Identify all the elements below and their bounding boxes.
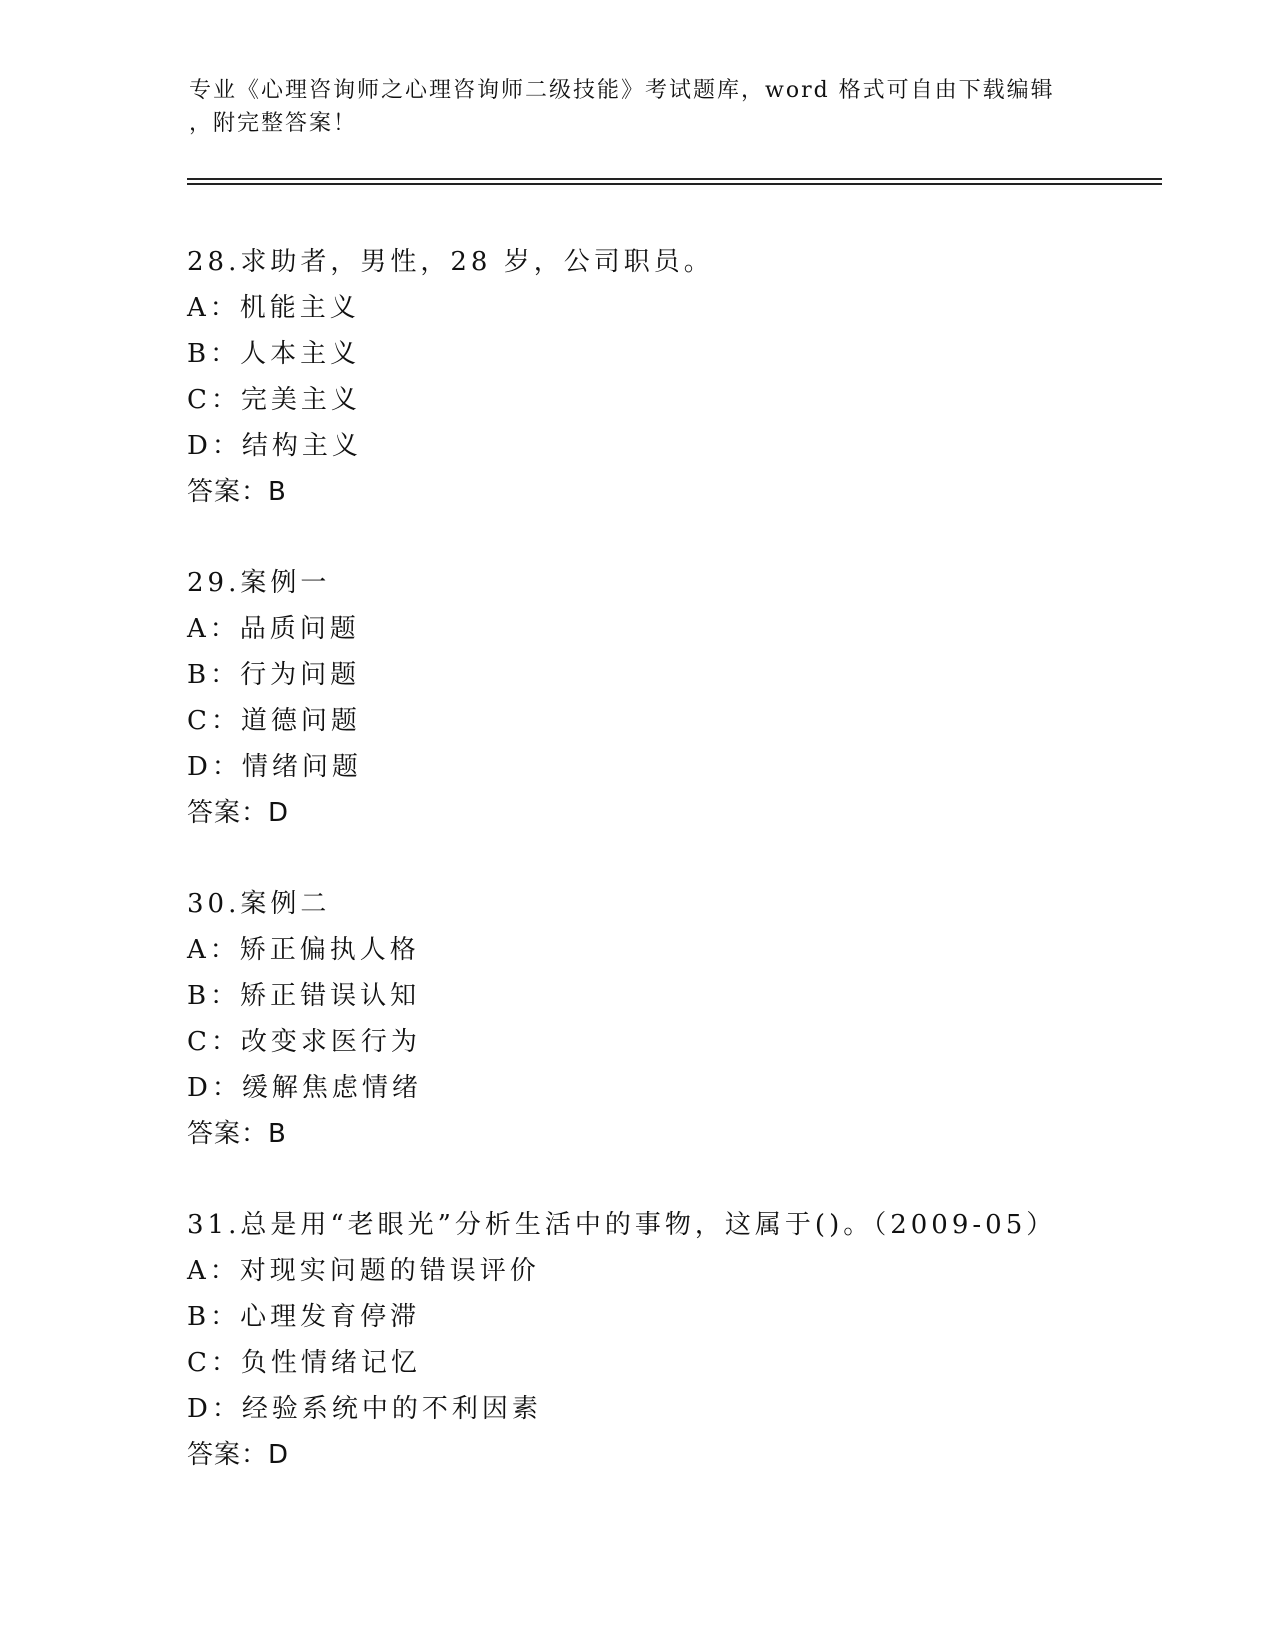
- header-divider-top: [187, 178, 1162, 180]
- option-d: D：情绪问题: [187, 752, 362, 782]
- option-a: A：矫正偏执人格: [187, 935, 420, 965]
- question-stem: 29.案例一: [187, 568, 331, 598]
- header-line-2: ，附完整答案！: [189, 111, 358, 136]
- option-b: B：矫正错误认知: [187, 981, 421, 1011]
- answer-line: 答案：D: [187, 1440, 290, 1470]
- option-a: A：品质问题: [187, 614, 360, 644]
- question-block: [187, 1202, 1187, 1478]
- option-d: D：缓解焦虑情绪: [187, 1073, 422, 1103]
- answer-line: 答案：B: [187, 1119, 287, 1149]
- header-line-1: 专业《心理咨询师之心理咨询师二级技能》考试题库，word 格式可自由下载编辑: [189, 78, 1055, 103]
- answer-line: 答案：B: [187, 477, 287, 507]
- question-stem: 28.求助者，男性，28 岁，公司职员。: [187, 247, 714, 277]
- option-b: B：心理发育停滞: [187, 1302, 421, 1332]
- question-block: [187, 881, 1187, 1157]
- option-a: A：机能主义: [187, 293, 360, 323]
- header-divider-bottom: [187, 183, 1162, 185]
- question-block: [187, 560, 1187, 836]
- question-block: [187, 239, 1187, 515]
- option-c: C：道德问题: [187, 706, 361, 736]
- question-stem: 30.案例二: [187, 889, 331, 919]
- option-b: B：人本主义: [187, 339, 361, 369]
- option-b: B：行为问题: [187, 660, 361, 690]
- question-stem: 31.总是用“老眼光”分析生活中的事物，这属于()。（2009-05）: [187, 1210, 1057, 1240]
- option-c: C：完美主义: [187, 385, 361, 415]
- answer-line: 答案：D: [187, 798, 290, 828]
- document-header: [189, 74, 1069, 140]
- option-a: A：对现实问题的错误评价: [187, 1256, 540, 1286]
- option-c: C：改变求医行为: [187, 1027, 421, 1057]
- option-d: D：经验系统中的不利因素: [187, 1394, 542, 1424]
- option-c: C：负性情绪记忆: [187, 1348, 421, 1378]
- option-d: D：结构主义: [187, 431, 362, 461]
